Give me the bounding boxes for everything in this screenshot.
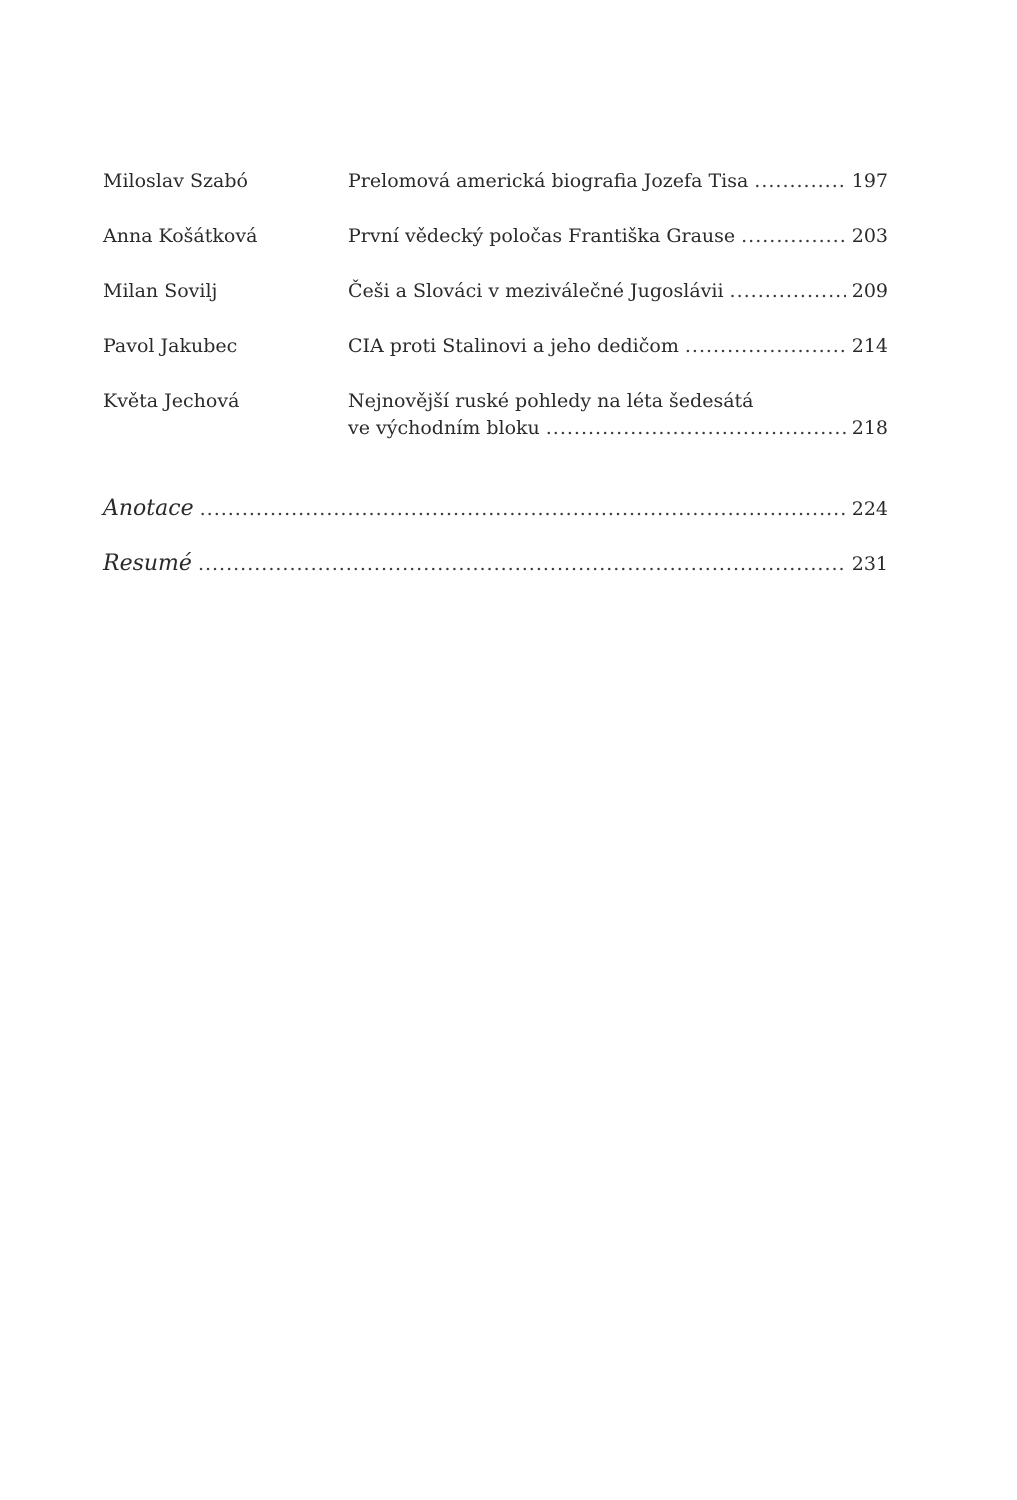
toc-entry [103, 388, 888, 442]
entry-page-number: 218 [851, 417, 888, 439]
entry-author: Miloslav Szabó [103, 170, 248, 192]
toc-sections [103, 494, 888, 604]
toc-entry [103, 168, 888, 195]
entry-title-column [348, 168, 888, 195]
entry-page-number: 214 [851, 335, 888, 357]
entry-title-column [348, 223, 888, 250]
entry-author: Pavol Jakubec [103, 335, 238, 357]
entry-page-number: 209 [851, 280, 888, 302]
entry-title: První vědecký poločas Františka Grause [348, 225, 736, 247]
entry-title-continuation: ve východním bloku [348, 417, 540, 439]
entry-title-line [348, 388, 888, 415]
dot-leader [754, 168, 845, 195]
section-page-number: 224 [851, 498, 888, 520]
section-title: Resumé [103, 551, 192, 576]
section-title: Anotace [103, 496, 194, 521]
entry-title-line [348, 415, 888, 442]
entry-title-line [348, 168, 888, 195]
entry-title-column [348, 278, 888, 305]
entry-author: Milan Sovilj [103, 280, 218, 302]
entry-title-column [348, 388, 888, 442]
dot-leader [200, 494, 846, 524]
dot-leader [546, 415, 846, 442]
entry-page-number: 197 [851, 170, 888, 192]
section-page-number: 231 [851, 553, 888, 575]
toc-section [103, 549, 888, 579]
entry-title: Nejnovější ruské pohledy na léta šedesátá [348, 390, 754, 412]
entry-title-line [348, 278, 888, 305]
dot-leader [198, 549, 846, 579]
table-of-contents [103, 168, 888, 470]
entry-title: CIA proti Stalinovi a jeho dedičom [348, 335, 679, 357]
toc-entry [103, 223, 888, 250]
entry-author: Anna Košátková [103, 225, 258, 247]
entry-page-number: 203 [851, 225, 888, 247]
entry-title: Prelomová americká biografia Jozefa Tisa [348, 170, 749, 192]
dot-leader [685, 333, 846, 360]
entry-title-line [348, 223, 888, 250]
toc-entry [103, 333, 888, 360]
dot-leader [730, 278, 846, 305]
toc-section [103, 494, 888, 524]
dot-leader [741, 223, 846, 250]
entry-author: Květa Jechová [103, 390, 240, 412]
toc-entry [103, 278, 888, 305]
entry-title-column [348, 333, 888, 360]
entry-title: Češi a Slováci v meziválečné Jugoslávii [348, 280, 724, 302]
entry-title-line [348, 333, 888, 360]
